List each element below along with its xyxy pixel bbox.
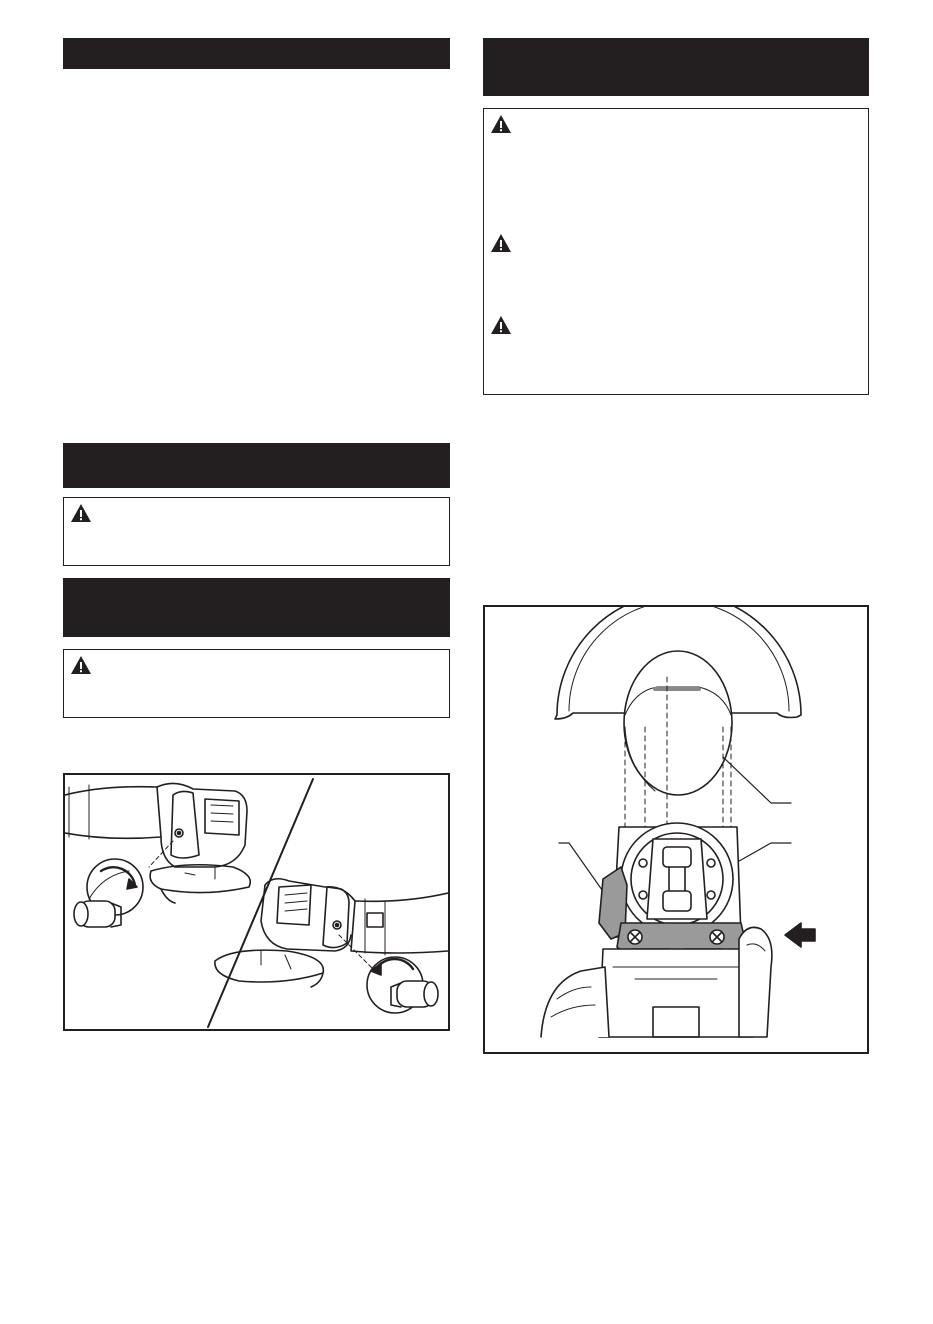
warning-triangle-icon [490,315,512,335]
warning-triangle-icon [70,655,92,675]
section-heading-bar-4 [483,38,869,96]
wheel-guard-illustration [485,607,867,1052]
warning-triangle-icon [490,114,512,134]
warning-box-4 [483,108,869,395]
warning-box-2 [63,497,450,566]
wheel-guard-installation-figure [483,605,869,1054]
warning-triangle-icon [70,503,92,523]
section-heading-bar-3 [63,578,450,637]
section-heading-bar-2 [63,443,450,488]
section-heading-bar-1 [63,38,450,69]
grinder-auxiliary-handle-figure [63,773,450,1031]
grinder-illustration [65,775,448,1029]
warning-box-3 [63,649,450,718]
warning-triangle-icon [490,233,512,253]
